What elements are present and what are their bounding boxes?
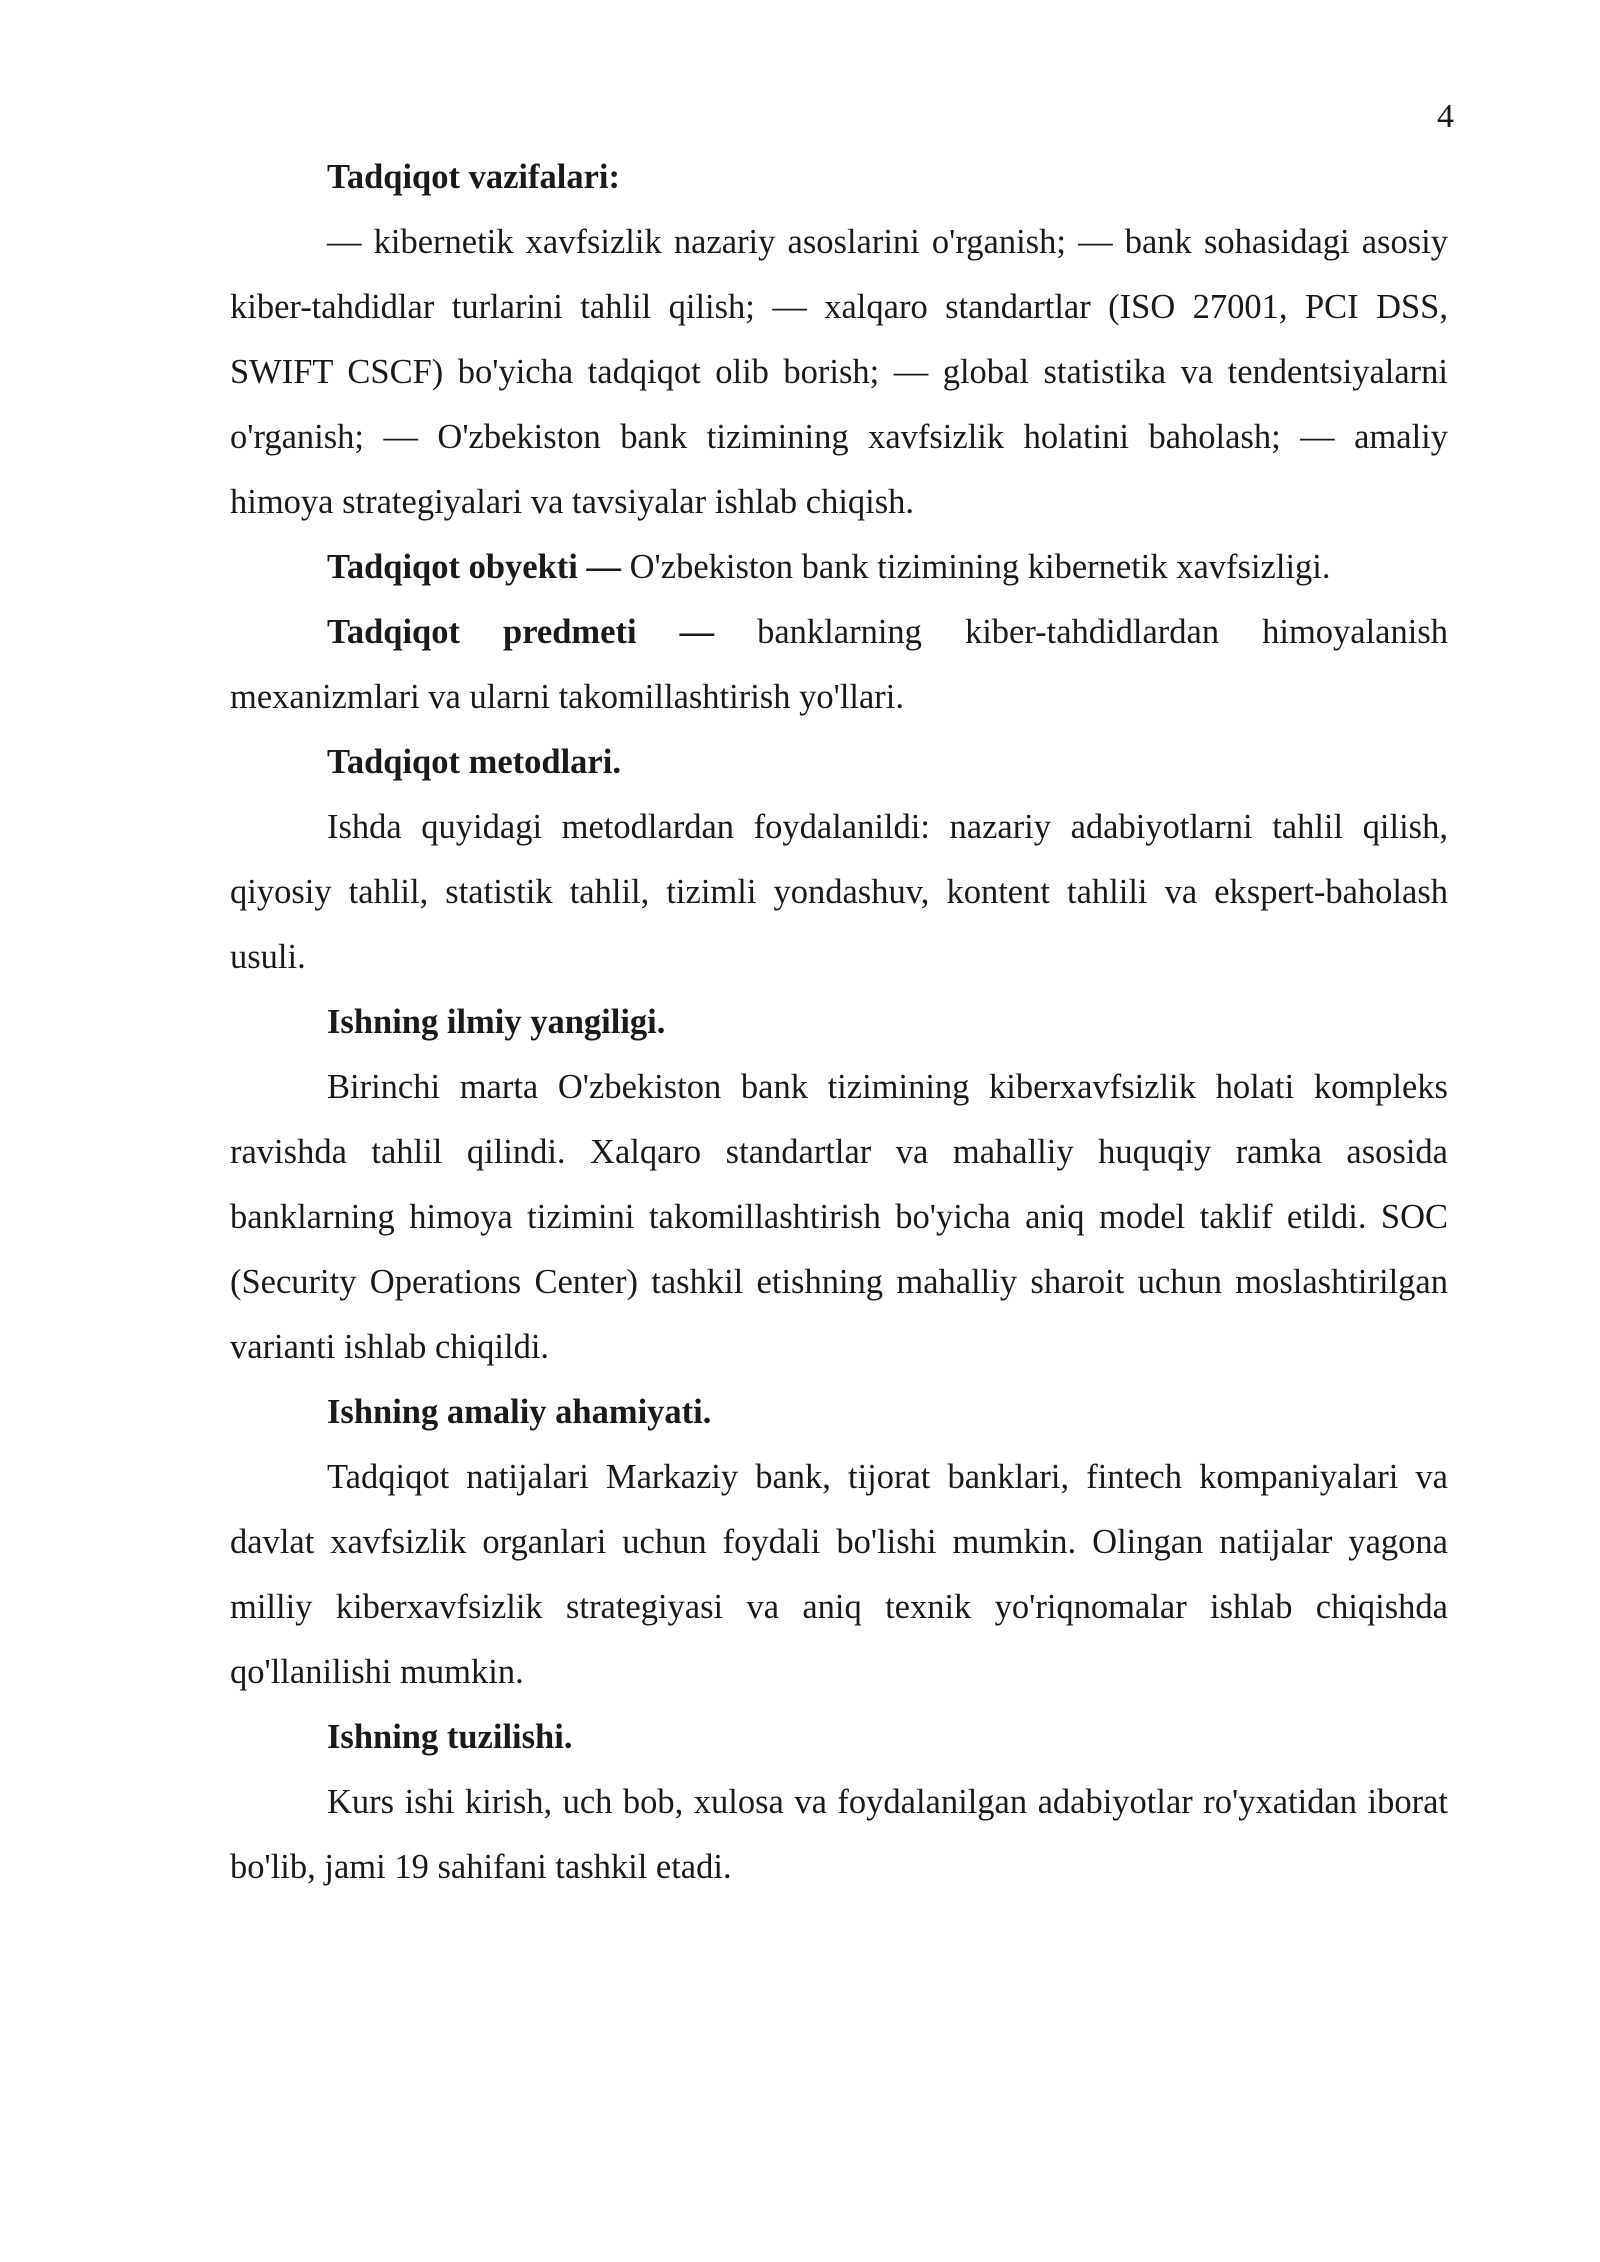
tasks-paragraph: — kibernetik xavfsizlik nazariy asoslarini o'rganish; — bank sohasidagi asosiy kiber-tahdidlar turlarini tahlil qilish; — xalqaro standartlar (ISO 27001, PCI DSS, SWIFT CSCF) bo'yicha tadqiqot olib borish; — global statistika va tendentsiyalarni o'rganish; — O'zbekiston bank tizimining xavfsizlik holatini baholash; — amaliy himoya strategiyalari va tavsiyalar ishlab chiqish.	[230, 223, 1448, 521]
object-label: Tadqiqot obyekti —	[327, 548, 621, 586]
methods-heading: Tadqiqot metodlari.	[327, 743, 621, 781]
practical-heading: Ishning amaliy ahamiyati.	[327, 1393, 712, 1431]
structure-heading: Ishning tuzilishi.	[327, 1718, 573, 1756]
document-body	[230, 145, 1448, 1900]
structure-paragraph: Kurs ishi kirish, uch bob, xulosa va foydalanilgan adabiyotlar ro'yxatidan iborat bo'lib, jami 19 sahifani tashkil etadi.	[230, 1783, 1448, 1886]
subject-paragraph	[230, 600, 1448, 730]
object-text: O'zbekiston bank tizimining kibernetik xavfsizligi.	[621, 548, 1331, 586]
novelty-paragraph: Birinchi marta O'zbekiston bank tizimining kiberxavfsizlik holati kompleks ravishda tahlil qilindi. Xalqaro standartlar va mahalliy huquqiy ramka asosida banklarning himoya tizimini takomillashtirish bo'yicha aniq model taklif etildi. SOC (Security Operations Center) tashkil etishning mahalliy sharoit uchun moslashtirilgan varianti ishlab chiqildi.	[230, 1068, 1448, 1366]
tasks-heading: Tadqiqot vazifalari:	[327, 158, 620, 196]
subject-text: banklarning kiber-tahdidlardan himoyalanish mexanizmlari va ularni takomillashtirish yo'llari.	[230, 613, 1449, 716]
methods-paragraph: Ishda quyidagi metodlardan foydalanildi: nazariy adabiyotlarni tahlil qilish, qiyosiy tahlil, statistik tahlil, tizimli yondashuv, kontent tahlili va ekspert-baholash usuli.	[230, 808, 1448, 976]
practical-paragraph: Tadqiqot natijalari Markaziy bank, tijorat banklari, fintech kompaniyalari va davlat xavfsizlik organlari uchun foydali bo'lishi mumkin. Olingan natijalar yagona milliy kiberxavfsizlik strategiyasi va aniq texnik yo'riqnomalar ishlab chiqishda qo'llanilishi mumkin.	[230, 1458, 1448, 1691]
object-paragraph	[230, 535, 1448, 600]
novelty-heading: Ishning ilmiy yangiligi.	[327, 1003, 666, 1041]
page-number: 4	[1437, 98, 1454, 135]
subject-label: Tadqiqot predmeti —	[327, 613, 715, 651]
